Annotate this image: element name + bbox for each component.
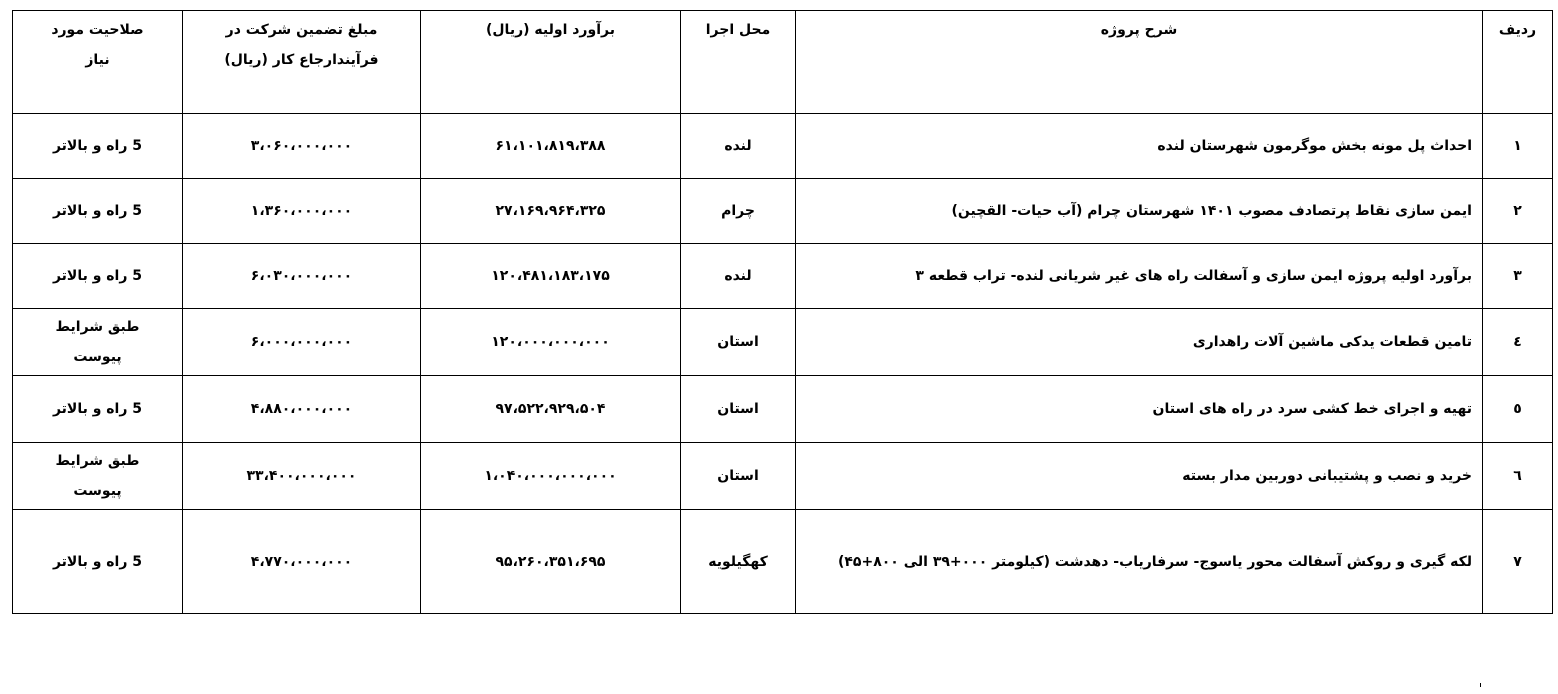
- row-location: چرام: [681, 179, 796, 244]
- row-qualification-line1: 5 راه و بالاتر: [52, 401, 143, 417]
- row-description: برآورد اولیه پروژه ایمن سازی و آسفالت راه های غیر شریانی لنده- تراب قطعه ۳: [796, 244, 1483, 309]
- row-deposit: ۳،۰۶۰،۰۰۰،۰۰۰: [183, 114, 421, 179]
- row-qualification-line1: 5 راه و بالاتر: [52, 203, 143, 219]
- row-qualification-line1: 5 راه و بالاتر: [52, 268, 143, 284]
- row-qualification: [13, 114, 183, 179]
- row-estimate: ۶۱،۱۰۱،۸۱۹،۳۸۸: [421, 114, 681, 179]
- row-deposit: ۳۳،۴۰۰،۰۰۰،۰۰۰: [183, 443, 421, 510]
- row-estimate: ۲۷،۱۶۹،۹۶۴،۳۲۵: [421, 179, 681, 244]
- row-qualification: [13, 179, 183, 244]
- row-description: تهیه و اجرای خط کشی سرد در راه های استان: [796, 376, 1483, 443]
- row-description: احداث پل مونه بخش موگرمون شهرستان لنده: [796, 114, 1483, 179]
- row-deposit: ۴،۸۸۰،۰۰۰،۰۰۰: [183, 376, 421, 443]
- row-estimate: ۹۷،۵۲۲،۹۲۹،۵۰۴: [421, 376, 681, 443]
- row-qualification: [13, 443, 183, 510]
- table-row: [13, 114, 1553, 179]
- row-index: ٥: [1483, 376, 1553, 443]
- row-qualification: [13, 376, 183, 443]
- row-qualification: [13, 244, 183, 309]
- row-estimate: ۱۲۰،۰۰۰،۰۰۰،۰۰۰: [421, 309, 681, 376]
- row-index: ۳: [1483, 244, 1553, 309]
- row-qualification-line2: پیوست: [73, 349, 122, 365]
- row-qualification-line1: 5 راه و بالاتر: [52, 138, 143, 154]
- table-row: [13, 510, 1553, 614]
- header-description: شرح پروژه: [796, 11, 1483, 114]
- row-location: استان: [681, 309, 796, 376]
- header-location: محل اجرا: [681, 11, 796, 114]
- row-qualification-line1: طبق شرایط: [55, 453, 140, 469]
- row-estimate: ۹۵،۲۶۰،۳۵۱،۶۹۵: [421, 510, 681, 614]
- document: [12, 10, 1552, 614]
- row-location: لنده: [681, 244, 796, 309]
- header-qualification-line1: صلاحیت مورد: [51, 22, 144, 38]
- header-qualification: [13, 11, 183, 114]
- row-deposit: ۱،۳۶۰،۰۰۰،۰۰۰: [183, 179, 421, 244]
- row-index: ۲: [1483, 179, 1553, 244]
- table-row: [13, 309, 1553, 376]
- row-location: استان: [681, 376, 796, 443]
- row-deposit: ۶،۰۳۰،۰۰۰،۰۰۰: [183, 244, 421, 309]
- projects-table: [12, 10, 1553, 614]
- header-deposit-line2: فرآیندارجاع کار (ریال): [224, 52, 379, 68]
- row-qualification-line1: 5 راه و بالاتر: [52, 553, 143, 570]
- table-row: [13, 443, 1553, 510]
- header-deposit: [183, 11, 421, 114]
- row-index: ۱: [1483, 114, 1553, 179]
- header-deposit-line1: مبلغ تضمین شرکت در: [225, 22, 378, 38]
- row-qualification: [13, 309, 183, 376]
- row-estimate: ۱،۰۴۰،۰۰۰،۰۰۰،۰۰۰: [421, 443, 681, 510]
- row-location: لنده: [681, 114, 796, 179]
- row-qualification-line1: طبق شرایط: [55, 319, 140, 335]
- row-index: ۷: [1483, 510, 1553, 614]
- row-qualification: [13, 510, 183, 614]
- row-description: ایمن سازی نقاط پرتصادف مصوب ۱۴۰۱ شهرستان چرام (آب حیات- القچین): [796, 179, 1483, 244]
- table-row: [13, 179, 1553, 244]
- row-description: تامین قطعات یدکی ماشین آلات راهداری: [796, 309, 1483, 376]
- row-description: لکه گیری و روکش آسفالت محور یاسوج- سرفاریاب- دهدشت (کیلومتر ۰۰۰+۳۹ الی ۸۰۰+۴۵): [796, 510, 1483, 614]
- row-deposit: ۴،۷۷۰،۰۰۰،۰۰۰: [183, 510, 421, 614]
- header-estimate: برآورد اولیه (ریال): [421, 11, 681, 114]
- table-row: [13, 244, 1553, 309]
- page-edge-mark: [1480, 683, 1487, 687]
- header-qualification-line2: نیاز: [85, 52, 110, 68]
- row-deposit: ۶،۰۰۰،۰۰۰،۰۰۰: [183, 309, 421, 376]
- row-location: کهگیلویه: [681, 510, 796, 614]
- row-estimate: ۱۲۰،۴۸۱،۱۸۳،۱۷۵: [421, 244, 681, 309]
- row-qualification-line2: پیوست: [73, 483, 122, 499]
- table-row: [13, 376, 1553, 443]
- row-index: ٤: [1483, 309, 1553, 376]
- row-description: خرید و نصب و پشتیبانی دوربین مدار بسته: [796, 443, 1483, 510]
- row-index: ٦: [1483, 443, 1553, 510]
- table-header-row: [13, 11, 1553, 114]
- row-location: استان: [681, 443, 796, 510]
- header-index: ردیف: [1483, 11, 1553, 114]
